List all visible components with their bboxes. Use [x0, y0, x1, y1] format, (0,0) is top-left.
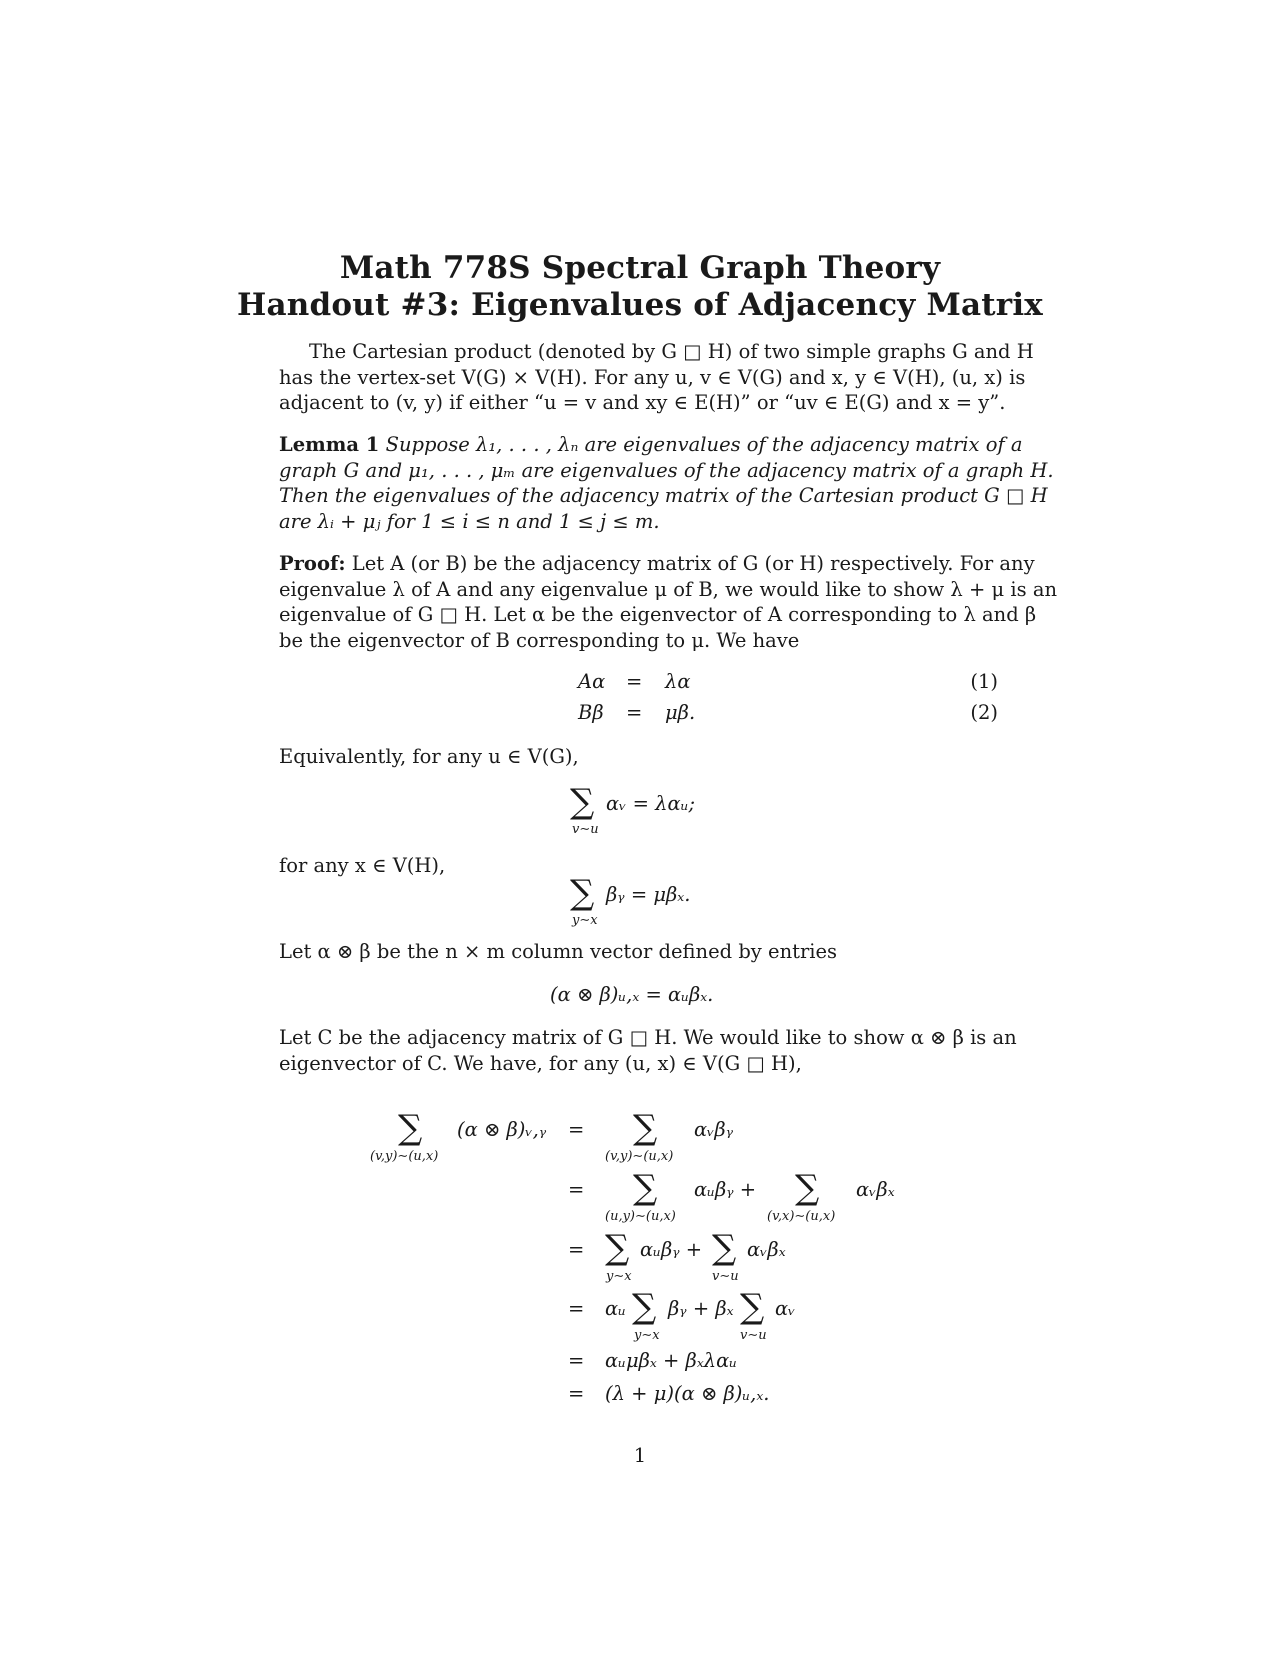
let-c-paragraph	[279, 1025, 1017, 1076]
derivation-rel-3: =	[568, 1238, 585, 1261]
eq2-lhs: Bβ	[578, 701, 604, 724]
lemma-line-4: are λᵢ + μⱼ for 1 ≤ i ≤ n and 1 ≤ j ≤ m.	[279, 509, 660, 533]
derivation-rel-5: =	[568, 1349, 585, 1372]
derivation-r5: αᵤμβₓ + βₓλαᵤ	[605, 1349, 738, 1372]
eq1-lhs: Aα	[578, 670, 606, 693]
proof-line-4: be the eigenvector of B corresponding to μ. We have	[279, 628, 800, 652]
eq1-number: (1)	[970, 670, 998, 693]
derivation-rel-4: =	[568, 1297, 585, 1320]
sum-symbol: ∑	[795, 1168, 820, 1208]
eq2-rel: =	[626, 701, 643, 724]
sum-symbol: ∑	[712, 1228, 737, 1268]
title-line-2: Handout #3: Eigenvalues of Adjacency Matrix	[237, 287, 1043, 323]
proof-paragraph	[279, 551, 1058, 653]
eq1-rhs: λα	[665, 670, 691, 693]
eq1-rel: =	[626, 670, 643, 693]
derivation-r2-body-a: αᵤβᵧ +	[694, 1178, 757, 1201]
sum-alpha-body: αᵥ = λαᵤ;	[606, 792, 696, 815]
eq2-rhs: μβ.	[665, 701, 696, 724]
derivation-r3-index-b: v∼u	[712, 1269, 739, 1284]
sum-symbol: ∑	[605, 1228, 630, 1268]
sum-symbol: ∑	[570, 873, 595, 913]
equivalently-text: Equivalently, for any u ∈ V(G),	[279, 745, 579, 768]
derivation-r4-index-a: y∼x	[634, 1328, 660, 1343]
page-number: 1	[633, 1444, 647, 1467]
derivation-r6: (λ + μ)(α ⊗ β)ᵤ,ₓ.	[605, 1382, 770, 1405]
sum-symbol: ∑	[740, 1287, 765, 1327]
derivation-lhs-body: (α ⊗ β)ᵥ,ᵧ	[457, 1118, 547, 1141]
sum-symbol: ∑	[632, 1287, 657, 1327]
derivation-r4-body-a: βᵧ + βₓ	[668, 1297, 734, 1320]
derivation-rel-2: =	[568, 1178, 585, 1201]
derivation-r2-index-b: (v,x)∼(u,x)	[767, 1209, 836, 1224]
derivation-r4-pre: αᵤ	[605, 1297, 626, 1320]
for-any-x-text: for any x ∈ V(H),	[279, 854, 446, 877]
lemma-line-1: Suppose λ₁, . . . , λₙ are eigenvalues of the adjacency matrix of a	[385, 433, 1023, 456]
derivation-r2-body-b: αᵥβₓ	[856, 1178, 895, 1201]
tensor-definition: (α ⊗ β)ᵤ,ₓ = αᵤβₓ.	[550, 983, 714, 1006]
sum-symbol: ∑	[633, 1108, 658, 1148]
derivation-r4-index-b: v∼u	[740, 1328, 767, 1343]
derivation-r2-index-a: (u,y)∼(u,x)	[605, 1209, 676, 1224]
intro-paragraph	[279, 339, 1034, 416]
derivation-rel-1: =	[568, 1118, 585, 1141]
intro-line-2: has the vertex-set V(G) × V(H). For any u, v ∈ V(G) and x, y ∈ V(H), (u, x) is	[279, 365, 1026, 389]
lemma-line-2: graph G and μ₁, . . . , μₘ are eigenvalues of the adjacency matrix of a graph H.	[279, 458, 1054, 482]
derivation-r1-index: (v,y)∼(u,x)	[605, 1149, 674, 1164]
eq2-number: (2)	[970, 701, 998, 724]
lemma-paragraph	[279, 432, 1054, 534]
proof-line-2: eigenvalue λ of A and any eigenvalue μ of B, we would like to show λ + μ is an	[279, 577, 1058, 601]
derivation-r1-body: αᵥβᵧ	[694, 1118, 734, 1141]
derivation-r3-body-a: αᵤβᵧ +	[640, 1238, 703, 1261]
proof-line-1: Let A (or B) be the adjacency matrix of G (or H) respectively. For any	[351, 552, 1035, 575]
proof-label: Proof:	[279, 552, 346, 575]
derivation-r3-index-a: y∼x	[606, 1269, 632, 1284]
lemma-label: Lemma 1	[279, 433, 380, 456]
lemma-line-3: Then the eigenvalues of the adjacency matrix of the Cartesian product G □ H	[279, 484, 1048, 507]
sum-symbol: ∑	[570, 782, 595, 822]
sum-beta-index: y∼x	[572, 913, 598, 928]
let-tensor-text: Let α ⊗ β be the n × m column vector defined by entries	[279, 940, 838, 963]
derivation-lhs-index: (v,y)∼(u,x)	[370, 1149, 439, 1164]
intro-line-1: The Cartesian product (denoted by G □ H) of two simple graphs G and H	[309, 340, 1034, 363]
sum-symbol: ∑	[633, 1168, 658, 1208]
sum-symbol: ∑	[398, 1108, 423, 1148]
let-c-line-1: Let C be the adjacency matrix of G □ H. We would like to show α ⊗ β is an	[279, 1026, 1017, 1049]
sum-beta-body: βᵧ = μβₓ.	[606, 883, 691, 906]
derivation-r3-body-b: αᵥβₓ	[747, 1238, 786, 1261]
derivation-r4-body-b: αᵥ	[775, 1297, 796, 1320]
proof-line-3: eigenvalue of G □ H. Let α be the eigenvector of A corresponding to λ and β	[279, 603, 1037, 626]
let-c-line-2: eigenvector of C. We have, for any (u, x) ∈ V(G □ H),	[279, 1051, 802, 1075]
intro-line-3: adjacent to (v, y) if either “u = v and xy ∈ E(H)” or “uv ∈ E(G) and x = y”.	[279, 391, 1006, 414]
sum-alpha-index: v∼u	[572, 822, 599, 837]
derivation-rel-6: =	[568, 1382, 585, 1405]
title-line-1: Math 778S Spectral Graph Theory	[339, 250, 941, 286]
